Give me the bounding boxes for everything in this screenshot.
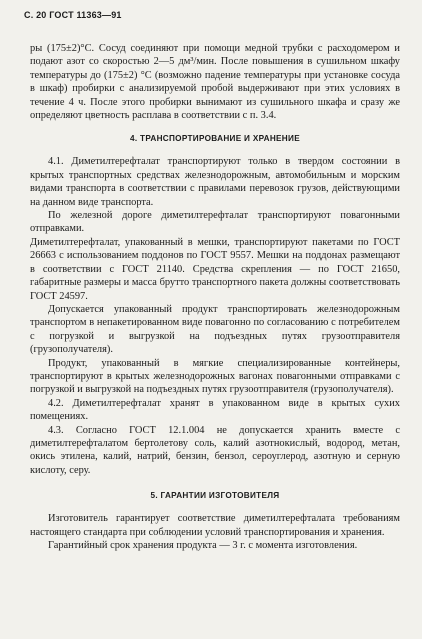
paragraph-4-1: 4.1. Диметилтерефталат транспортируют только в твердом состоянии в крытых транспортных средствах железнодорожным, автомобильным и морским видами транспорта в соответствии с правилами перевозок грузов, действующими на данном виде транспорта. [30,156,400,208]
document-body [30,42,400,552]
paragraph-intro: ры (175±2)°С. Сосуд соединяют при помощи медной трубки с расходомером и подают азот со скоростью 2—5 дм³/мин. После повышения в сушильном шкафу температуры до (175±2) °С (возможно падение температуры при установке сосуда в шкаф) пробирки с анализируемой пробой выдерживают при этих условиях в течение 4 ч. После этого пробирки вынимают из сушильного шкафа и сразу же определяют цветность расплава в соответствии с п. 3.4. [30,43,400,122]
page-header: С. 20 ГОСТ 11363—91 [24,10,122,20]
paragraph-4-1-rail: По железной дороге диметилтерефталат транспортируют повагонными отправками. [30,210,400,235]
paragraph-4-2: 4.2. Диметилтерефталат хранят в упакованном виде в крытых сухих помещениях. [30,397,400,423]
paragraph-4-3: 4.3. Согласно ГОСТ 12.1.004 не допускается хранить вместе с диметилтерефталатом бертолетову соль, калий азотнокислый, водород, метан, окись этилена, калий, натрий, бензин, бензол, сероуглерод, азотную и серную кислоту, серу. [30,424,400,476]
section-4-title: 4. ТРАНСПОРТИРОВАНИЕ И ХРАНЕНИЕ [130,134,300,144]
paragraph-4-1-unpacked: Допускается упакованный продукт транспортировать железнодорожным транспортом в непакетированном виде повагонно по согласованию с потребителем с погрузкой и выгрузкой на подъездных путях грузоотправителя (грузополучателя). [30,303,400,356]
paragraph-4-1-containers: Продукт, упакованный в мягкие специализированные контейнеры, транспортируют в крытых железнодорожных вагонах повагонными отправками с погрузкой и выгрузкой на подъездных путях грузоотправителя (грузополучателя). [30,357,400,396]
paragraph-5-2: Гарантийный срок хранения продукта — 3 г. с момента изготовления. [48,540,358,551]
section-5-title: 5. ГАРАНТИИ ИЗГОТОВИТЕЛЯ [150,491,280,501]
paragraph-4-1-packets: Диметилтерефталат, упакованный в мешки, транспортируют пакетами по ГОСТ 26663 с использованием поддонов по ГОСТ 9557. Мешки на поддонах размещают в соответствии с ГОСТ 21140. Средства скрепления — по ГОСТ 21650, габаритные размеры и масса брутто транспортного пакета должны соответствовать ГОСТ 24597. [30,236,400,302]
paragraph-5-1: Изготовитель гарантирует соответствие диметилтерефталата требованиям настоящего стандарта при соблюдении условий транспортирования и хранения. [30,513,400,538]
